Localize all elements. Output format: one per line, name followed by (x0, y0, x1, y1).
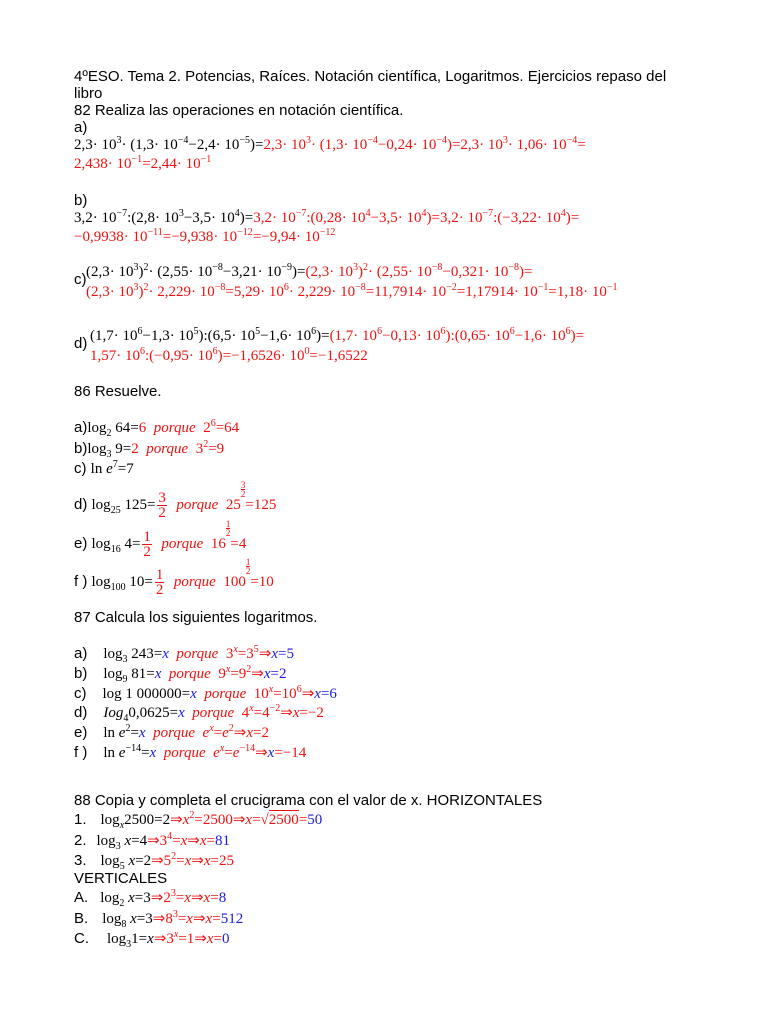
document-header-line2: libro (74, 85, 103, 102)
ex82-b-line2: $-0,9938\cdot 10^{-11}=-9,938\cdot 10^{-12}=-9,94\cdot 10^{-12}$ (74, 227, 336, 245)
ex82-a-line1: $2,3\cdot 10^3\cdot (1,3\cdot 10^{-4}-2,4\cdot 10^{-5})=2,3\cdot 10^3\cdot (1,3\cdot 10^{-4}-0,24\cdot 10^{-4})=2,3\cdot 10^3\cdot 1,06\cdot 10^{-4}=$ (74, 135, 586, 153)
ex82-d-label: d) (74, 335, 88, 352)
ex86-b: $b)\log_3$ 9=2 porque $3^2=9$ (74, 439, 225, 460)
ex86-c: c) $\ln e^7=7$ (74, 459, 134, 477)
ex86-e: e) $\log_{16} 4=$ $\frac{1}{2}$ porque 16 $\frac{1}{2}$ =4 (74, 519, 247, 561)
ex82-d-line1: ($1,7\cdot 10^6-1,3\cdot$ $10^5):(6,5\cdot 10^5-1,6\cdot 10^6)=(1,7\cdot 10^6-0,13\cdot$ $10^6):(0,65\cdot 10^6-1,6\cdot 10^6)=$ (90, 326, 585, 344)
ex82-d-line2: $1,57\cdot 10^6:(-0,95\cdot 10^6)=-1,6526\cdot 10^0=-1,6522$ (90, 346, 368, 364)
ex88-h2: 2. $\log_3$ $x=4\Rightarrow 3^4=x\Rightarrow x=81$ (74, 831, 231, 852)
ex88-verticales: VERTICALES (74, 870, 168, 887)
ex82-b-label: b) (74, 192, 88, 209)
ex82-title: 82 Realiza las operaciones en notación científica. (74, 102, 404, 119)
ex82-b-line1: $3,2\cdot 10^{-7}:(2,8\cdot 10^3-3,5\cdot 10^4)=3,2\cdot$ $10^{-7}:(0,28\cdot 10^4-3,5\cdot 10^4)=3,2\cdot$ $10^{-7}:(-3,22\cdot 10^4)=$ (74, 208, 580, 226)
ex88-vB: B. $\log_8$ $x=3\Rightarrow 8^3=x\Rightarrow x=512$ (74, 909, 244, 930)
ex87-a: a) $\log_3 243=x$ porque $3^x=3^5\Rightarrow x=5$ (74, 644, 294, 665)
ex88-h1: 1. $\log_x2500=2\Rightarrow x^2=2500\Rightarrow x=√2500=50$ (74, 810, 323, 831)
ex87-c: c) log 1 000000=x porque $10^x=10^6\Rightarrow x=6$ (74, 684, 337, 702)
ex86-a: $a)\log_2$ 64=6 porque $2^6=64$ (74, 418, 240, 439)
ex82-a-label: a) (74, 119, 88, 136)
ex88-vA: A. $\log_2$ $x=3\Rightarrow 2^3=x\Rightarrow x=8$ (74, 888, 227, 909)
ex87-d: d) Iog$_4$0,0625=x porque $4^x=4^{-2}\Rightarrow x=-2$ (74, 703, 324, 724)
ex82-c-line2: $(2,3\cdot 10^3)^2\cdot 2,229\cdot 10^{-8}=5,29\cdot 10^6\cdot 2,229\cdot 10^{-8}=11,7914\cdot 10^{-2}=1,17914\cdot 10^{-1}=1,18\cdot 10^{-1}$ (86, 282, 618, 300)
ex88-h3: 3. $\log_5$ $x=2\Rightarrow 5^2=x\Rightarrow x=25$ (74, 851, 235, 872)
ex88-vC: C. $\log_31=x\Rightarrow 3^x=1\Rightarrow x=0$ (74, 929, 230, 950)
ex87-b: b) $\log_9 81=x$ porque $9^x=9^2\Rightarrow x=2$ (74, 664, 287, 685)
ex82-c-label: c) (74, 271, 87, 288)
ex87-e: e) $\ln e^2=x$ porque $e^x=e^2\Rightarrow x=2$ (74, 723, 270, 741)
ex87-f: f ) $\ln e^{-14}=x$ porque $e^x=e^{-14}\Rightarrow x=-14$ (74, 743, 307, 761)
ex87-title: 87 Calcula los siguientes logaritmos. (74, 609, 318, 626)
ex86-d: d) $\log_{25} 125=$ $\frac{3}{2}$ porque 25 $\frac{3}{2}$ =125 (74, 480, 277, 522)
ex86-f: f ) $\log_{100} 10=$ $\frac{1}{2}$ porque 100 $\frac{1}{2}$ =10 (74, 557, 274, 599)
ex82-a-line2: $2,438\cdot 10^{-1}=2,44\cdot 10^{-1}$ (74, 154, 212, 172)
ex82-c-line1: $(2,3\cdot 10^3)^2\cdot (2,55\cdot 10^{-8}-3,21\cdot 10^{-9})=(2,3\cdot 10^3)^2\cdot (2,55\cdot 10^{-8}-0,321\cdot 10^{-8})=$ (86, 262, 533, 280)
document-header: 4ºESO. Tema 2. Potencias, Raíces. Notación científica, Logaritmos. Ejercicios repaso del (74, 68, 667, 85)
ex88-title: 88 Copia y completa el crucigrama con el valor de x. HORIZONTALES (74, 792, 543, 809)
ex86-title: 86 Resuelve. (74, 383, 162, 400)
